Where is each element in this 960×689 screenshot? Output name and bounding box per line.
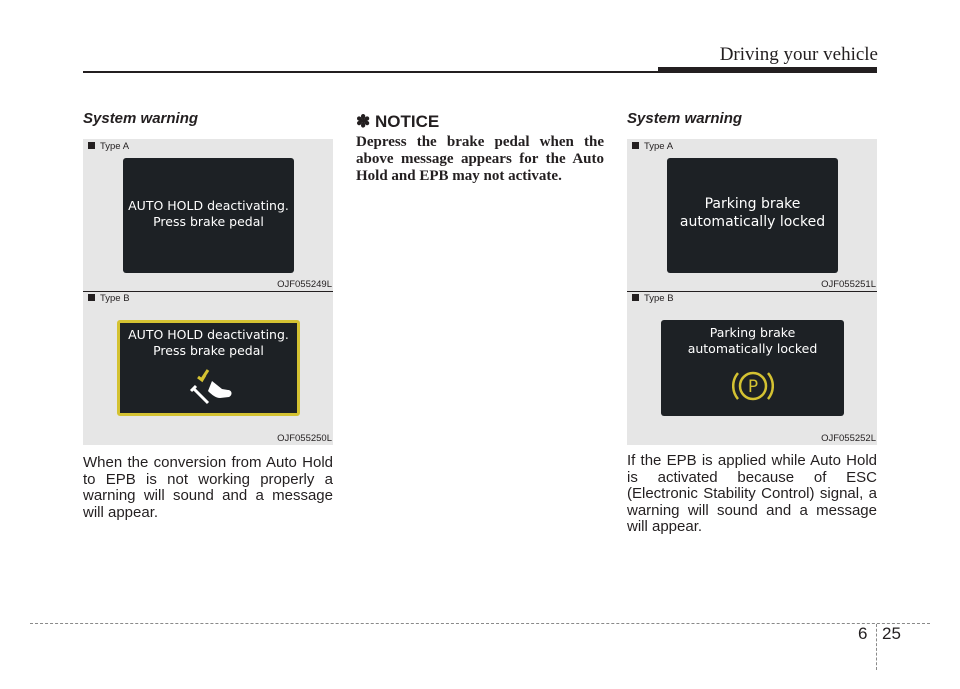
message-line-1: Parking brake [709, 325, 796, 340]
header-rule [83, 71, 658, 73]
bullet-square-icon [88, 294, 95, 301]
figure-code: OJF055250L [277, 433, 332, 444]
page-number-separator [876, 624, 877, 670]
figure-right [627, 139, 877, 445]
message-line-2: automatically locked [679, 214, 826, 231]
type-label-a: Type A [632, 141, 673, 152]
message-line-1: AUTO HOLD deactivating. [128, 198, 289, 213]
body-paragraph-left: When the conversion from Auto Hold to EPB is not working properly a warning will sound and a message will appear. [83, 454, 333, 521]
display-screen-b [661, 320, 844, 416]
figure-divider [627, 291, 877, 292]
figure-divider [83, 291, 333, 292]
message-line-2: automatically locked [687, 341, 818, 357]
message-line-2: Press brake pedal [153, 214, 264, 230]
parking-brake-letter: P [747, 377, 759, 397]
message-line-2: Press brake pedal [153, 343, 264, 359]
section-title-left: System warning [83, 110, 199, 127]
message-line-1: AUTO HOLD deactivating. [128, 327, 289, 342]
figure-code: OJF055251L [821, 279, 876, 290]
figure-left [83, 139, 333, 445]
figure-code: OJF055249L [277, 279, 332, 290]
message-line-1: Parking brake [704, 196, 801, 212]
brake-pedal-foot-icon [186, 367, 238, 407]
bullet-square-icon [632, 142, 639, 149]
chapter-number: 6 [858, 624, 868, 643]
header-rule-thick [658, 67, 877, 73]
type-label-b: Type B [88, 293, 130, 304]
display-screen-a [667, 158, 838, 273]
type-label-b: Type B [632, 293, 674, 304]
section-title-right: System warning [627, 110, 743, 127]
body-paragraph-right: If the EPB is applied while Auto Hold is activated because of ESC (Electronic Stability Control) signal, a warning will sound and a message will appear. [627, 452, 877, 535]
bullet-square-icon [88, 142, 95, 149]
bullet-square-icon [632, 294, 639, 301]
running-header: Driving your vehicle [719, 44, 878, 65]
type-label-a: Type A [88, 141, 129, 152]
notice-title: ✽ NOTICE [356, 112, 440, 131]
display-screen-a [123, 158, 294, 273]
display-screen-b [117, 320, 300, 416]
page-number: 25 [882, 624, 901, 643]
parking-brake-icon [732, 367, 774, 405]
footer-rule [30, 623, 930, 624]
notice-body: Depress the brake pedal when the above message appears for the Auto Hold and EPB may not activate. [356, 134, 604, 184]
figure-code: OJF055252L [821, 433, 876, 444]
